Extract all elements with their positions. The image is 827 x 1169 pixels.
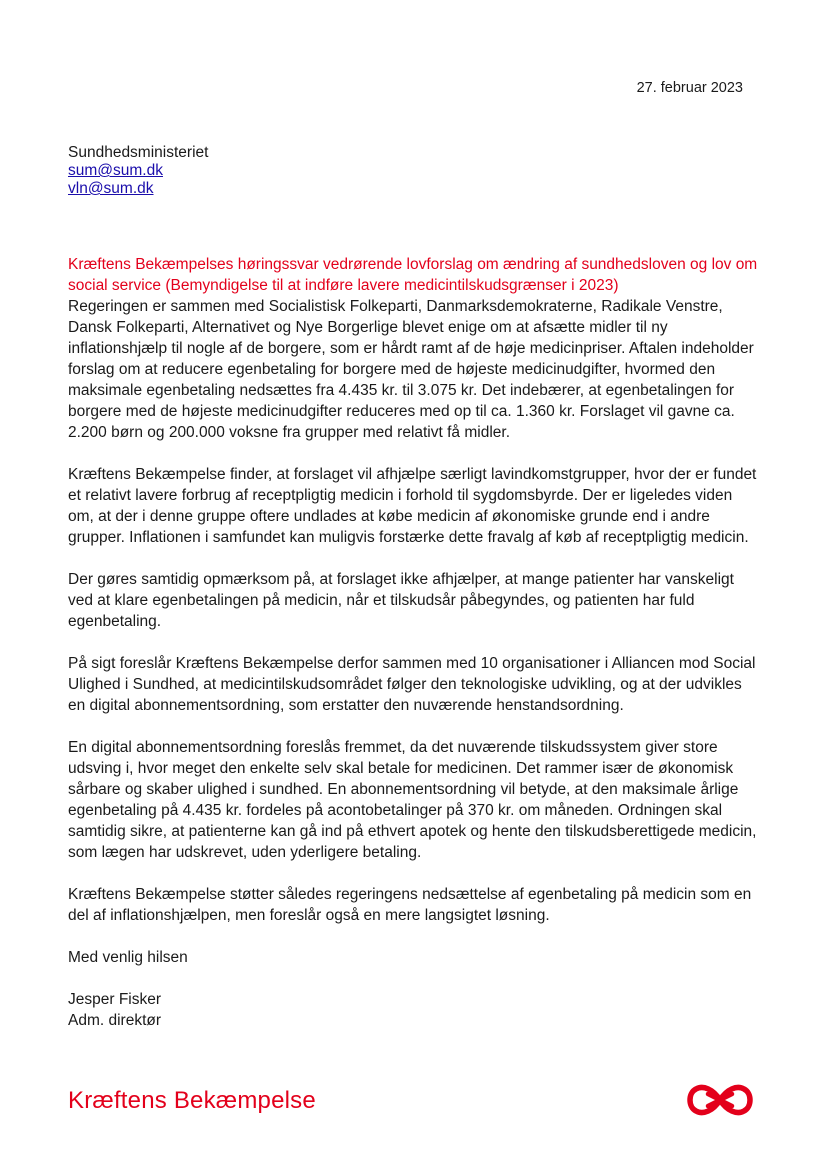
brand-wordmark: Kræftens Bekæmpelse xyxy=(68,1087,316,1114)
closing-greeting: Med venlig hilsen xyxy=(68,949,188,966)
body-paragraph: På sigt foreslår Kræftens Bekæmpelse derfor sammen med 10 organisationer i Alliancen mod Social Ulighed i Sundhed, at medicintilskudsområdet følger den teknologiske udvikling, og at der udvikles en digital abonnementsordning, som erstatter den nuværende henstandsordning. xyxy=(68,655,756,714)
letter-subject: Kræftens Bekæmpelses høringssvar vedrørende lovforslag om ændring af sundhedsloven og lov om social service (Bemyndigelse til at indføre lavere medicintilskudsgrænser i 2023) xyxy=(68,256,758,294)
signer-name: Jesper Fisker xyxy=(68,991,162,1008)
letter-date: 27. februar 2023 xyxy=(636,80,743,96)
recipient-block xyxy=(68,144,208,198)
recipient-name: Sundhedsministeriet xyxy=(68,144,209,161)
body-paragraph: Der gøres samtidig opmærksom på, at forslaget ikke afhjælper, at mange patienter har vanskeligt ved at klare egenbetalingen på medicin, når et tilskudsår påbegyndes, og patienten har fuld egenbetaling. xyxy=(68,571,734,630)
recipient-email-sum[interactable]: sum@sum.dk xyxy=(68,162,163,179)
body-paragraph: Kræftens Bekæmpelse finder, at forslaget vil afhjælpe særligt lavindkomstgrupper, hvor der er fundet et relativt lavere forbrug af receptpligtig medicin i forhold til sygdomsbyrde. Der er ligeledes viden om, at der i denne gruppe oftere undlades at købe medicin af økonomiske grunde end i andre grupper. Inflationen i samfundet kan muligvis forstærke dette fravalg af køb af receptpligtig medicin. xyxy=(68,466,757,546)
body-paragraph: Regeringen er sammen med Socialistisk Folkeparti, Danmarksdemokraterne, Radikale Venstre, Dansk Folkeparti, Alternativet og Nye Borgerlige blevet enige om at afsætte midler til ny inflationshjælp til nogle af de borgere, som er hårdt ramt af de høje medicinpriser. Aftalen indeholder forslag om at reducere egenbetaling for borgere med de højeste medicinudgifter, hvormed den maksimale egenbetaling nedsættes fra 4.435 kr. til 3.075 kr. Det indebærer, at egenbetalingen for borgere med de højeste medicinudgifter reduceres med op til ca. 1.360 kr. Forslaget vil gavne ca. 2.200 børn og 200.000 voksne fra grupper med relativt få midler. xyxy=(68,298,754,441)
body-paragraph: En digital abonnementsordning foreslås fremmet, da det nuværende tilskudssystem giver store udsving i, hvor meget den enkelte selv skal betale for medicinen. Det rammer især de økonomisk sårbare og skaber ulighed i sundhed. En abonnementsordning vil betyde, at den maksimale årlige egenbetaling på 4.435 kr. fordeles på acontobetalinger på 370 kr. om måneden. Ordningen skal samtidig sikre, at patienterne kan gå ind på ethvert apotek og hente den tilskudsberettigede medicin, som lægen har udskrevet, uden yderligere betaling. xyxy=(68,739,757,861)
body-paragraph: Kræftens Bekæmpelse støtter således regeringens nedsættelse af egenbetaling på medicin som en del af inflationshjælpen, men foreslår også en mere langsigtet løsning. xyxy=(68,886,752,924)
recipient-email-vln[interactable]: vln@sum.dk xyxy=(68,180,154,197)
letter-body xyxy=(68,254,760,1052)
signature-block xyxy=(68,989,760,1031)
infinity-cross-logo-icon xyxy=(684,1081,756,1119)
signer-title: Adm. direktør xyxy=(68,1012,162,1029)
